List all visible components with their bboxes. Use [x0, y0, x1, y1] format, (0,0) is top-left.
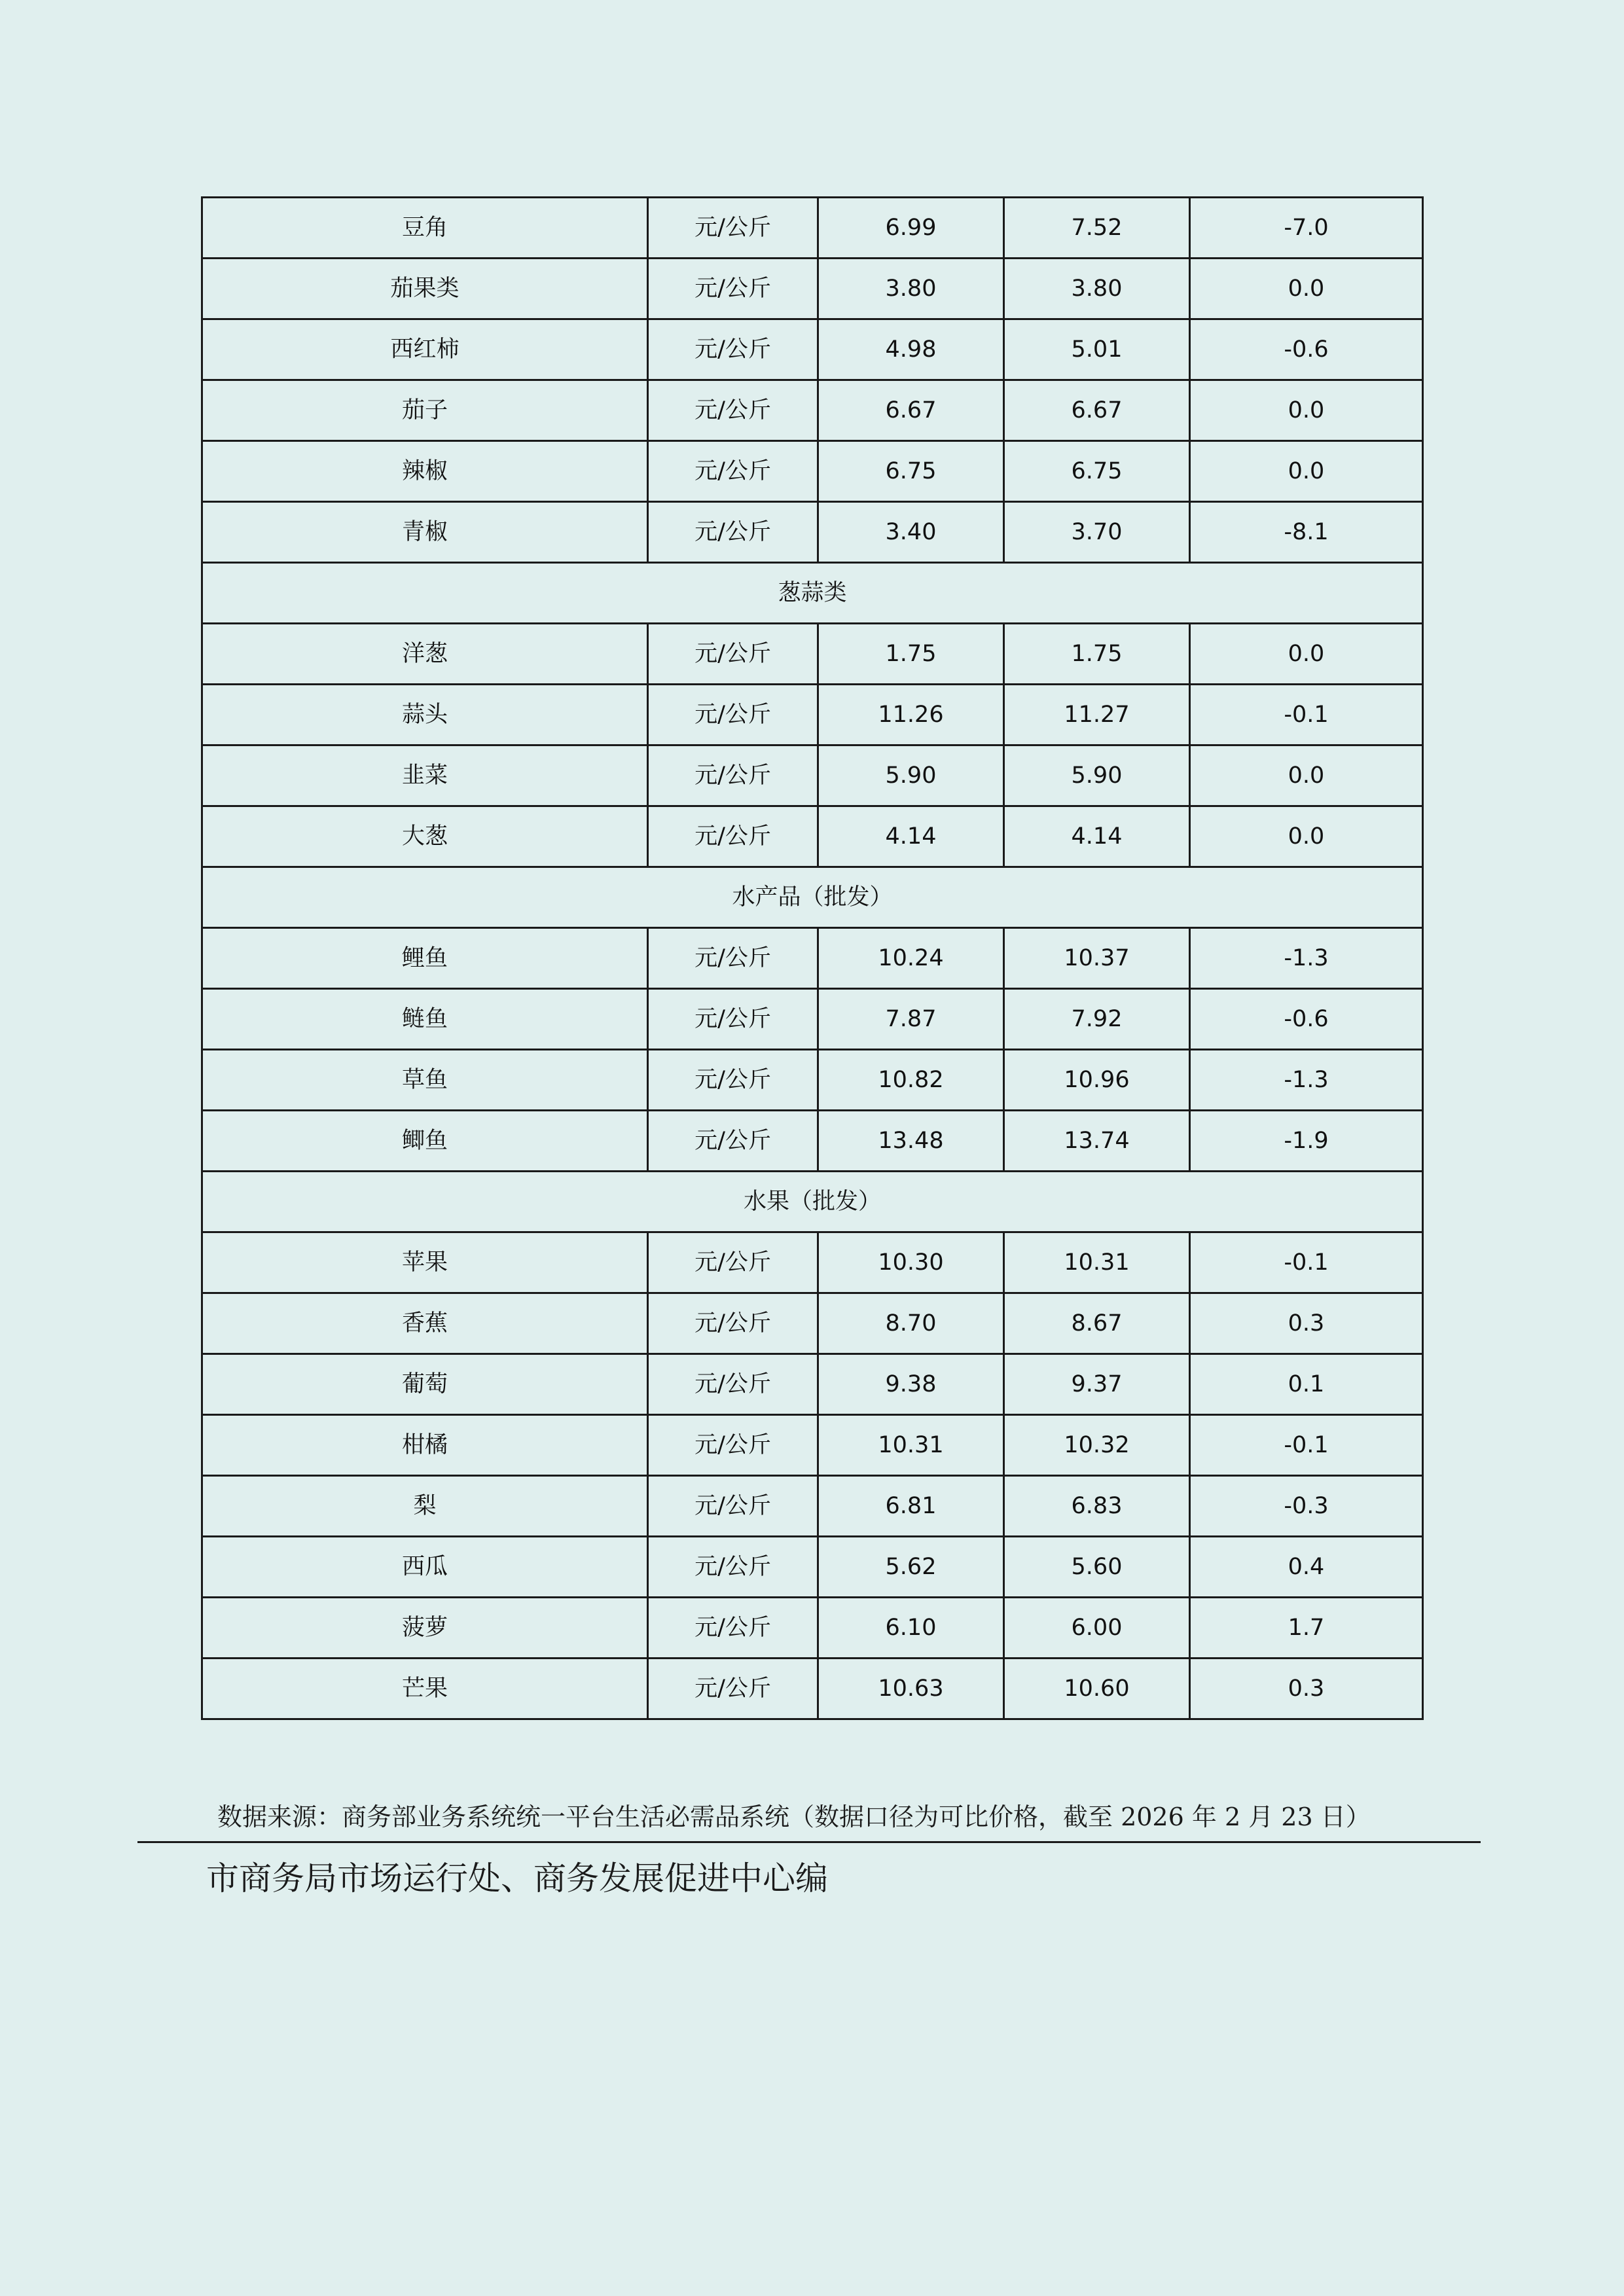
previous-price-cell: 10.32	[1004, 1415, 1190, 1476]
previous-price-cell: 13.74	[1004, 1111, 1190, 1172]
current-price-cell: 6.75	[818, 441, 1004, 502]
editor-credit: 市商务局市场运行处、商务发展促进中心编	[206, 1859, 828, 1897]
change-percent-cell: -0.1	[1190, 685, 1423, 745]
item-name-cell: 茄子	[202, 380, 648, 441]
previous-price-cell: 4.14	[1004, 806, 1190, 867]
change-percent-cell: -7.0	[1190, 198, 1423, 259]
table-row	[202, 259, 1423, 319]
previous-price-cell: 10.31	[1004, 1232, 1190, 1293]
table-row	[202, 1537, 1423, 1598]
table-row	[202, 319, 1423, 380]
item-name-cell: 草鱼	[202, 1050, 648, 1111]
current-price-cell: 9.38	[818, 1354, 1004, 1415]
change-percent-cell: -0.6	[1190, 989, 1423, 1050]
change-percent-cell: 0.0	[1190, 745, 1423, 806]
current-price-cell: 3.40	[818, 502, 1004, 563]
change-percent-cell: -0.1	[1190, 1232, 1423, 1293]
unit-cell: 元/公斤	[648, 502, 818, 563]
previous-price-cell: 1.75	[1004, 624, 1190, 685]
current-price-cell: 11.26	[818, 685, 1004, 745]
table-group-row	[202, 867, 1423, 928]
item-name-cell: 梨	[202, 1476, 648, 1537]
table-row	[202, 1050, 1423, 1111]
table-row	[202, 989, 1423, 1050]
table-row	[202, 1659, 1423, 1719]
item-name-cell: 蒜头	[202, 685, 648, 745]
item-name-cell: 鲤鱼	[202, 928, 648, 989]
current-price-cell: 5.90	[818, 745, 1004, 806]
change-percent-cell: 0.0	[1190, 441, 1423, 502]
previous-price-cell: 6.00	[1004, 1598, 1190, 1659]
current-price-cell: 10.31	[818, 1415, 1004, 1476]
current-price-cell: 10.63	[818, 1659, 1004, 1719]
unit-cell: 元/公斤	[648, 1050, 818, 1111]
unit-cell: 元/公斤	[648, 745, 818, 806]
item-name-cell: 西红柿	[202, 319, 648, 380]
previous-price-cell: 10.96	[1004, 1050, 1190, 1111]
current-price-cell: 8.70	[818, 1293, 1004, 1354]
table-row	[202, 685, 1423, 745]
change-percent-cell: 0.1	[1190, 1354, 1423, 1415]
item-name-cell: 香蕉	[202, 1293, 648, 1354]
change-percent-cell: -1.3	[1190, 928, 1423, 989]
previous-price-cell: 5.01	[1004, 319, 1190, 380]
current-price-cell: 7.87	[818, 989, 1004, 1050]
change-percent-cell: -0.6	[1190, 319, 1423, 380]
table-row	[202, 1111, 1423, 1172]
table-row	[202, 624, 1423, 685]
current-price-cell: 13.48	[818, 1111, 1004, 1172]
previous-price-cell: 6.83	[1004, 1476, 1190, 1537]
previous-price-cell: 6.75	[1004, 441, 1190, 502]
change-percent-cell: 1.7	[1190, 1598, 1423, 1659]
current-price-cell: 6.81	[818, 1476, 1004, 1537]
current-price-cell: 10.24	[818, 928, 1004, 989]
price-table-body	[202, 198, 1423, 1719]
change-percent-cell: 0.3	[1190, 1659, 1423, 1719]
current-price-cell: 4.98	[818, 319, 1004, 380]
unit-cell: 元/公斤	[648, 259, 818, 319]
previous-price-cell: 10.37	[1004, 928, 1190, 989]
change-percent-cell: 0.0	[1190, 624, 1423, 685]
group-label: 水果（批发）	[202, 1172, 1423, 1232]
price-table	[201, 196, 1424, 1720]
change-percent-cell: -1.9	[1190, 1111, 1423, 1172]
table-row	[202, 441, 1423, 502]
table-row	[202, 1598, 1423, 1659]
previous-price-cell: 7.92	[1004, 989, 1190, 1050]
table-row	[202, 1415, 1423, 1476]
table-row	[202, 1354, 1423, 1415]
item-name-cell: 豆角	[202, 198, 648, 259]
previous-price-cell: 3.80	[1004, 259, 1190, 319]
item-name-cell: 鲫鱼	[202, 1111, 648, 1172]
item-name-cell: 芒果	[202, 1659, 648, 1719]
item-name-cell: 韭菜	[202, 745, 648, 806]
unit-cell: 元/公斤	[648, 380, 818, 441]
previous-price-cell: 8.67	[1004, 1293, 1190, 1354]
table-group-row	[202, 1172, 1423, 1232]
item-name-cell: 辣椒	[202, 441, 648, 502]
item-name-cell: 大葱	[202, 806, 648, 867]
current-price-cell: 6.10	[818, 1598, 1004, 1659]
previous-price-cell: 7.52	[1004, 198, 1190, 259]
item-name-cell: 柑橘	[202, 1415, 648, 1476]
table-row	[202, 198, 1423, 259]
change-percent-cell: 0.0	[1190, 380, 1423, 441]
current-price-cell: 1.75	[818, 624, 1004, 685]
table-row	[202, 1476, 1423, 1537]
item-name-cell: 菠萝	[202, 1598, 648, 1659]
unit-cell: 元/公斤	[648, 1232, 818, 1293]
item-name-cell: 青椒	[202, 502, 648, 563]
change-percent-cell: -1.3	[1190, 1050, 1423, 1111]
change-percent-cell: 0.0	[1190, 806, 1423, 867]
unit-cell: 元/公斤	[648, 198, 818, 259]
table-row	[202, 380, 1423, 441]
previous-price-cell: 5.60	[1004, 1537, 1190, 1598]
unit-cell: 元/公斤	[648, 1476, 818, 1537]
table-row	[202, 1293, 1423, 1354]
table-group-row	[202, 563, 1423, 624]
item-name-cell: 苹果	[202, 1232, 648, 1293]
change-percent-cell: -0.3	[1190, 1476, 1423, 1537]
item-name-cell: 西瓜	[202, 1537, 648, 1598]
previous-price-cell: 10.60	[1004, 1659, 1190, 1719]
unit-cell: 元/公斤	[648, 1293, 818, 1354]
table-row	[202, 745, 1423, 806]
change-percent-cell: 0.0	[1190, 259, 1423, 319]
unit-cell: 元/公斤	[648, 1598, 818, 1659]
item-name-cell: 洋葱	[202, 624, 648, 685]
current-price-cell: 6.67	[818, 380, 1004, 441]
table-row	[202, 806, 1423, 867]
previous-price-cell: 9.37	[1004, 1354, 1190, 1415]
item-name-cell: 茄果类	[202, 259, 648, 319]
table-row	[202, 502, 1423, 563]
unit-cell: 元/公斤	[648, 928, 818, 989]
current-price-cell: 4.14	[818, 806, 1004, 867]
group-label: 葱蒜类	[202, 563, 1423, 624]
unit-cell: 元/公斤	[648, 1659, 818, 1719]
current-price-cell: 10.82	[818, 1050, 1004, 1111]
previous-price-cell: 5.90	[1004, 745, 1190, 806]
group-label: 水产品（批发）	[202, 867, 1423, 928]
previous-price-cell: 11.27	[1004, 685, 1190, 745]
change-percent-cell: 0.3	[1190, 1293, 1423, 1354]
change-percent-cell: -8.1	[1190, 502, 1423, 563]
unit-cell: 元/公斤	[648, 1354, 818, 1415]
unit-cell: 元/公斤	[648, 441, 818, 502]
footer-divider	[137, 1841, 1481, 1843]
unit-cell: 元/公斤	[648, 1415, 818, 1476]
unit-cell: 元/公斤	[648, 806, 818, 867]
unit-cell: 元/公斤	[648, 624, 818, 685]
current-price-cell: 10.30	[818, 1232, 1004, 1293]
data-source-note: 数据来源：商务部业务系统统一平台生活必需品系统（数据口径为可比价格，截至 2026 年 2 月 23 日）	[217, 1803, 1371, 1831]
previous-price-cell: 6.67	[1004, 380, 1190, 441]
current-price-cell: 5.62	[818, 1537, 1004, 1598]
table-row	[202, 1232, 1423, 1293]
table-row	[202, 928, 1423, 989]
item-name-cell: 葡萄	[202, 1354, 648, 1415]
current-price-cell: 6.99	[818, 198, 1004, 259]
previous-price-cell: 3.70	[1004, 502, 1190, 563]
change-percent-cell: -0.1	[1190, 1415, 1423, 1476]
unit-cell: 元/公斤	[648, 1111, 818, 1172]
unit-cell: 元/公斤	[648, 1537, 818, 1598]
unit-cell: 元/公斤	[648, 989, 818, 1050]
unit-cell: 元/公斤	[648, 685, 818, 745]
change-percent-cell: 0.4	[1190, 1537, 1423, 1598]
current-price-cell: 3.80	[818, 259, 1004, 319]
unit-cell: 元/公斤	[648, 319, 818, 380]
item-name-cell: 鲢鱼	[202, 989, 648, 1050]
